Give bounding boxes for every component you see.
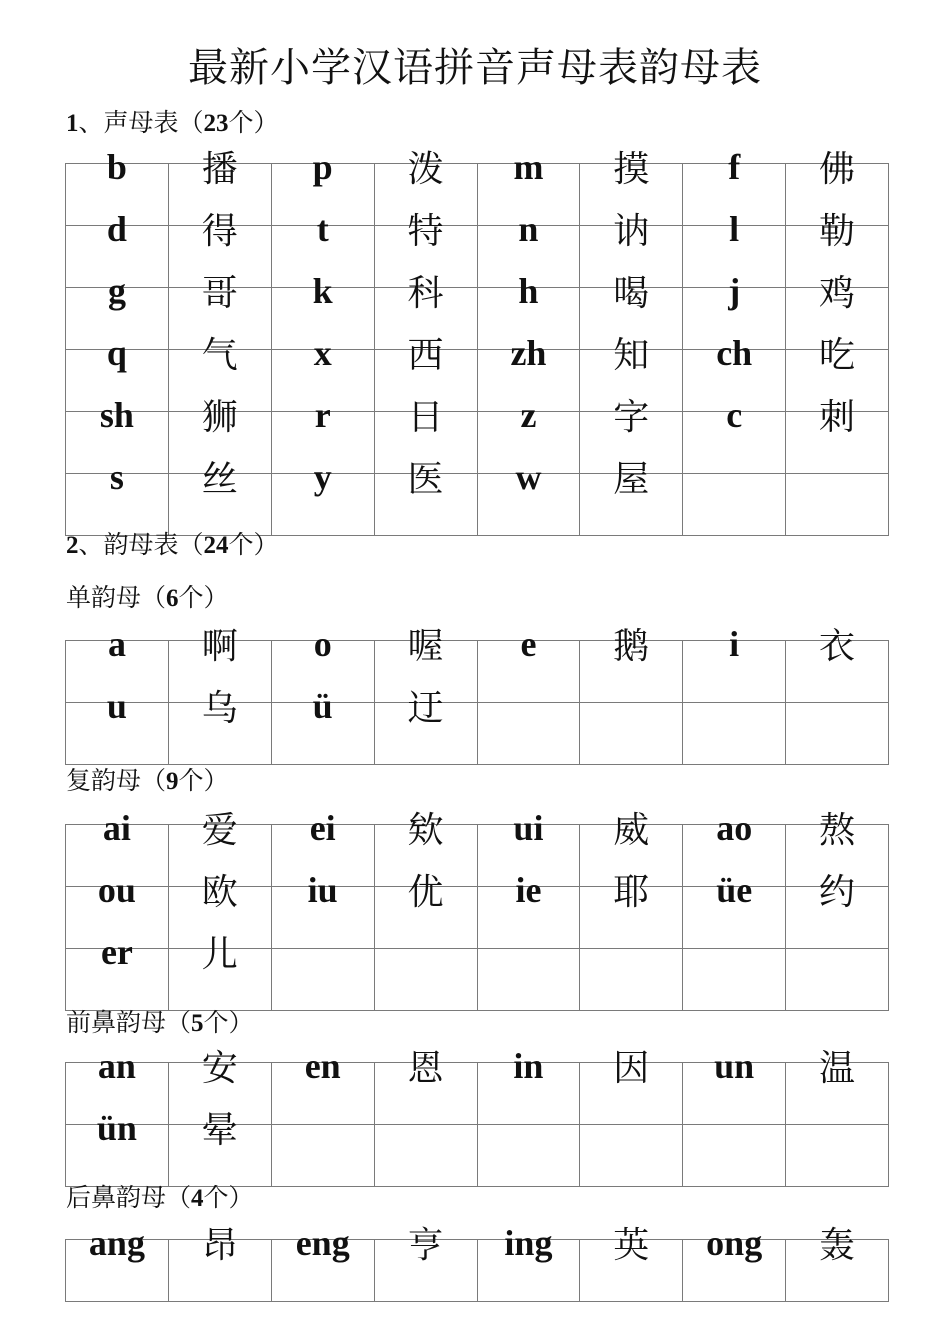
example-character: 乌 bbox=[201, 688, 238, 729]
pinyin-letter: ei bbox=[309, 808, 336, 848]
hanzi-cell bbox=[580, 1048, 683, 1125]
hanzi-cell bbox=[168, 688, 271, 765]
example-character: 得 bbox=[201, 211, 238, 252]
example-character: 欧 bbox=[201, 872, 238, 913]
table-row bbox=[66, 703, 889, 765]
pinyin-letter: p bbox=[312, 147, 333, 187]
pinyin-letter: un bbox=[714, 1046, 755, 1086]
pinyin-cell bbox=[683, 624, 786, 703]
example-character: 亨 bbox=[407, 1225, 444, 1266]
example-character: 轰 bbox=[819, 1225, 856, 1266]
example-character: 威 bbox=[613, 810, 650, 851]
pinyin-letter: r bbox=[314, 395, 331, 435]
pinyin-letter: en bbox=[304, 1046, 341, 1086]
pinyin-cell bbox=[683, 474, 786, 536]
pinyin-letter: n bbox=[518, 209, 539, 249]
hanzi-cell bbox=[374, 459, 477, 536]
pinyin-cell bbox=[683, 1046, 786, 1125]
hanzi-cell bbox=[580, 626, 683, 703]
pinyin-cell bbox=[477, 457, 580, 536]
pinyin-letter: a bbox=[107, 624, 126, 664]
pinyin-letter: ing bbox=[504, 1223, 553, 1263]
shengmu-heading-tail: 个） bbox=[228, 108, 279, 137]
hou-heading bbox=[66, 1183, 254, 1214]
hanzi-cell bbox=[786, 1125, 889, 1187]
pinyin-cell bbox=[477, 1125, 580, 1187]
hanzi-cell bbox=[168, 459, 271, 536]
pinyin-cell bbox=[66, 686, 169, 765]
pinyin-letter: h bbox=[518, 271, 539, 311]
example-character: 丝 bbox=[201, 459, 238, 500]
example-character: 日 bbox=[407, 397, 444, 438]
fu-table bbox=[65, 808, 889, 1011]
fu-heading-count: 9 bbox=[166, 768, 179, 795]
pinyin-letter: er bbox=[100, 932, 133, 972]
hanzi-cell bbox=[580, 459, 683, 536]
pinyin-cell bbox=[477, 1046, 580, 1125]
hanzi-cell bbox=[580, 1125, 683, 1187]
pinyin-cell bbox=[271, 1125, 374, 1187]
pinyin-cell bbox=[683, 1125, 786, 1187]
pinyin-letter: ün bbox=[96, 1108, 137, 1148]
hanzi-cell bbox=[374, 1225, 477, 1302]
pinyin-letter: zh bbox=[510, 333, 547, 373]
example-character: 西 bbox=[407, 335, 444, 376]
pinyin-cell bbox=[66, 1223, 169, 1302]
pinyin-letter: i bbox=[729, 624, 740, 664]
table-row bbox=[66, 1063, 889, 1125]
example-character: 字 bbox=[613, 397, 650, 438]
pinyin-cell bbox=[271, 1046, 374, 1125]
yunmu-heading bbox=[66, 530, 279, 561]
table-row bbox=[66, 825, 889, 887]
example-character: 哥 bbox=[201, 273, 238, 314]
hanzi-cell bbox=[786, 1048, 889, 1125]
pinyin-letter: ou bbox=[97, 870, 136, 910]
hanzi-cell bbox=[580, 1225, 683, 1302]
pinyin-letter: ai bbox=[102, 808, 131, 848]
pinyin-letter: k bbox=[312, 271, 333, 311]
hanzi-cell bbox=[168, 1110, 271, 1187]
hou-table bbox=[65, 1223, 889, 1302]
qian-heading bbox=[66, 1008, 254, 1039]
example-character: 吃 bbox=[819, 335, 856, 376]
hanzi-cell bbox=[786, 872, 889, 949]
table-row bbox=[66, 226, 889, 288]
pinyin-cell bbox=[271, 870, 374, 949]
fu-heading-tail: 个） bbox=[178, 766, 229, 795]
pinyin-letter: ang bbox=[88, 1223, 145, 1263]
example-character: 讷 bbox=[613, 211, 650, 252]
example-character: 屋 bbox=[613, 459, 650, 500]
pinyin-cell bbox=[477, 949, 580, 1011]
pinyin-letter: ao bbox=[716, 808, 753, 848]
pinyin-letter: f bbox=[728, 147, 741, 187]
pinyin-letter: j bbox=[728, 271, 741, 311]
shengmu-heading bbox=[66, 108, 279, 139]
example-character: 爱 bbox=[201, 810, 238, 851]
pinyin-cell bbox=[477, 703, 580, 765]
pinyin-cell bbox=[66, 932, 169, 1011]
pinyin-letter: ie bbox=[515, 870, 542, 910]
hou-heading-count: 4 bbox=[191, 1185, 204, 1212]
pinyin-letter: ong bbox=[706, 1223, 763, 1263]
example-character: 喔 bbox=[407, 626, 444, 667]
dan-heading bbox=[66, 583, 229, 614]
hanzi-cell bbox=[786, 397, 889, 474]
shengmu-heading-num: 1 bbox=[66, 110, 79, 137]
hanzi-cell bbox=[168, 934, 271, 1011]
pinyin-cell bbox=[271, 949, 374, 1011]
example-character: 衣 bbox=[819, 626, 856, 667]
pinyin-letter: in bbox=[513, 1046, 544, 1086]
pinyin-letter: z bbox=[520, 395, 537, 435]
pinyin-letter: s bbox=[109, 457, 124, 497]
dan-heading-tail: 个） bbox=[178, 583, 229, 612]
pinyin-letter: x bbox=[313, 333, 332, 373]
dan-table bbox=[65, 624, 889, 765]
table-row bbox=[66, 887, 889, 949]
example-character: 约 bbox=[819, 872, 856, 913]
example-character: 鹅 bbox=[613, 626, 650, 667]
hanzi-cell bbox=[580, 949, 683, 1011]
pinyin-letter: ch bbox=[716, 333, 753, 373]
pinyin-letter: c bbox=[726, 395, 743, 435]
example-character: 因 bbox=[613, 1048, 650, 1089]
table-row bbox=[66, 164, 889, 226]
example-character: 科 bbox=[407, 273, 444, 314]
pinyin-letter: o bbox=[313, 624, 332, 664]
shengmu-heading-text: 、声母表（ bbox=[78, 108, 204, 137]
yunmu-heading-num: 2 bbox=[66, 532, 79, 559]
table-row bbox=[66, 1125, 889, 1187]
table-row bbox=[66, 641, 889, 703]
yunmu-heading-tail: 个） bbox=[228, 530, 279, 559]
example-character: 勒 bbox=[819, 211, 856, 252]
example-character: 欸 bbox=[407, 810, 444, 851]
table-row bbox=[66, 288, 889, 350]
example-character: 儿 bbox=[201, 934, 238, 975]
hanzi-cell bbox=[786, 474, 889, 536]
qian-table bbox=[65, 1046, 889, 1187]
shengmu-heading-count: 23 bbox=[203, 110, 229, 137]
example-character: 优 bbox=[407, 872, 444, 913]
dan-heading-count: 6 bbox=[166, 585, 179, 612]
pinyin-letter: q bbox=[106, 333, 127, 373]
pinyin-cell bbox=[477, 870, 580, 949]
fu-heading-text: 复韵母（ bbox=[66, 766, 167, 795]
example-character: 摸 bbox=[613, 149, 650, 190]
qian-heading-tail: 个） bbox=[203, 1008, 254, 1037]
hanzi-cell bbox=[786, 949, 889, 1011]
example-character: 狮 bbox=[201, 397, 238, 438]
pinyin-letter: ü bbox=[312, 686, 333, 726]
hanzi-cell bbox=[374, 949, 477, 1011]
hou-heading-tail: 个） bbox=[203, 1183, 254, 1212]
pinyin-letter: ui bbox=[513, 808, 544, 848]
pinyin-cell bbox=[683, 395, 786, 474]
shengmu-table bbox=[65, 147, 889, 536]
hanzi-cell bbox=[786, 1225, 889, 1302]
hanzi-cell bbox=[374, 1048, 477, 1125]
pinyin-cell bbox=[477, 624, 580, 703]
hanzi-cell bbox=[580, 872, 683, 949]
pinyin-letter: l bbox=[729, 209, 740, 249]
example-character: 佛 bbox=[819, 149, 856, 190]
pinyin-letter: sh bbox=[99, 395, 134, 435]
pinyin-letter: e bbox=[520, 624, 537, 664]
example-character: 鸡 bbox=[819, 273, 856, 314]
pinyin-letter: y bbox=[313, 457, 332, 497]
pinyin-letter: b bbox=[106, 147, 127, 187]
dan-heading-text: 单韵母（ bbox=[66, 583, 167, 612]
example-character: 温 bbox=[819, 1048, 856, 1089]
pinyin-letter: eng bbox=[295, 1223, 350, 1263]
example-character: 特 bbox=[407, 211, 444, 252]
example-character: 恩 bbox=[407, 1048, 444, 1089]
pinyin-cell bbox=[683, 870, 786, 949]
pinyin-cell bbox=[66, 1108, 169, 1187]
yunmu-heading-text: 、韵母表（ bbox=[78, 530, 204, 559]
example-character: 安 bbox=[201, 1048, 238, 1089]
pinyin-letter: an bbox=[97, 1046, 136, 1086]
example-character: 刺 bbox=[819, 397, 856, 438]
pinyin-letter: g bbox=[107, 271, 126, 311]
pinyin-letter: u bbox=[106, 686, 127, 726]
pinyin-letter: w bbox=[515, 457, 542, 497]
table-row bbox=[66, 474, 889, 536]
pinyin-letter: d bbox=[106, 209, 127, 249]
hanzi-cell bbox=[580, 703, 683, 765]
table-row bbox=[66, 350, 889, 412]
pinyin-cell bbox=[66, 457, 169, 536]
example-character: 气 bbox=[201, 335, 238, 376]
example-character: 晕 bbox=[201, 1110, 238, 1151]
hanzi-cell bbox=[374, 1125, 477, 1187]
table-row bbox=[66, 1240, 889, 1302]
pinyin-cell bbox=[477, 1223, 580, 1302]
pinyin-letter: iu bbox=[307, 870, 338, 910]
example-character: 昂 bbox=[201, 1225, 238, 1266]
pinyin-cell bbox=[683, 949, 786, 1011]
table-row bbox=[66, 949, 889, 1011]
pinyin-cell bbox=[271, 686, 374, 765]
hanzi-cell bbox=[374, 688, 477, 765]
hanzi-cell bbox=[786, 626, 889, 703]
pinyin-cell bbox=[271, 457, 374, 536]
fu-heading bbox=[66, 766, 229, 797]
yunmu-heading-count: 24 bbox=[203, 532, 229, 559]
example-character: 啊 bbox=[201, 626, 238, 667]
example-character: 播 bbox=[201, 149, 238, 190]
pinyin-letter: t bbox=[316, 209, 329, 249]
hanzi-cell bbox=[374, 872, 477, 949]
hanzi-cell bbox=[786, 703, 889, 765]
qian-heading-count: 5 bbox=[191, 1010, 204, 1037]
pinyin-letter: m bbox=[513, 147, 544, 187]
example-character: 喝 bbox=[613, 273, 650, 314]
table-row bbox=[66, 412, 889, 474]
hanzi-cell bbox=[168, 1225, 271, 1302]
hou-heading-text: 后鼻韵母（ bbox=[66, 1183, 192, 1212]
page-title: 最新小学汉语拼音声母表韵母表 bbox=[188, 45, 762, 91]
pinyin-cell bbox=[271, 1223, 374, 1302]
example-character: 迂 bbox=[407, 688, 444, 729]
pinyin-cell bbox=[683, 703, 786, 765]
pinyin-cell bbox=[683, 1223, 786, 1302]
example-character: 医 bbox=[407, 459, 444, 500]
example-character: 泼 bbox=[407, 149, 444, 190]
pinyin-letter: üe bbox=[716, 870, 753, 910]
example-character: 熬 bbox=[819, 810, 856, 851]
example-character: 耶 bbox=[613, 872, 650, 913]
qian-heading-text: 前鼻韵母（ bbox=[66, 1008, 192, 1037]
example-character: 知 bbox=[613, 335, 650, 376]
example-character: 英 bbox=[613, 1225, 650, 1266]
